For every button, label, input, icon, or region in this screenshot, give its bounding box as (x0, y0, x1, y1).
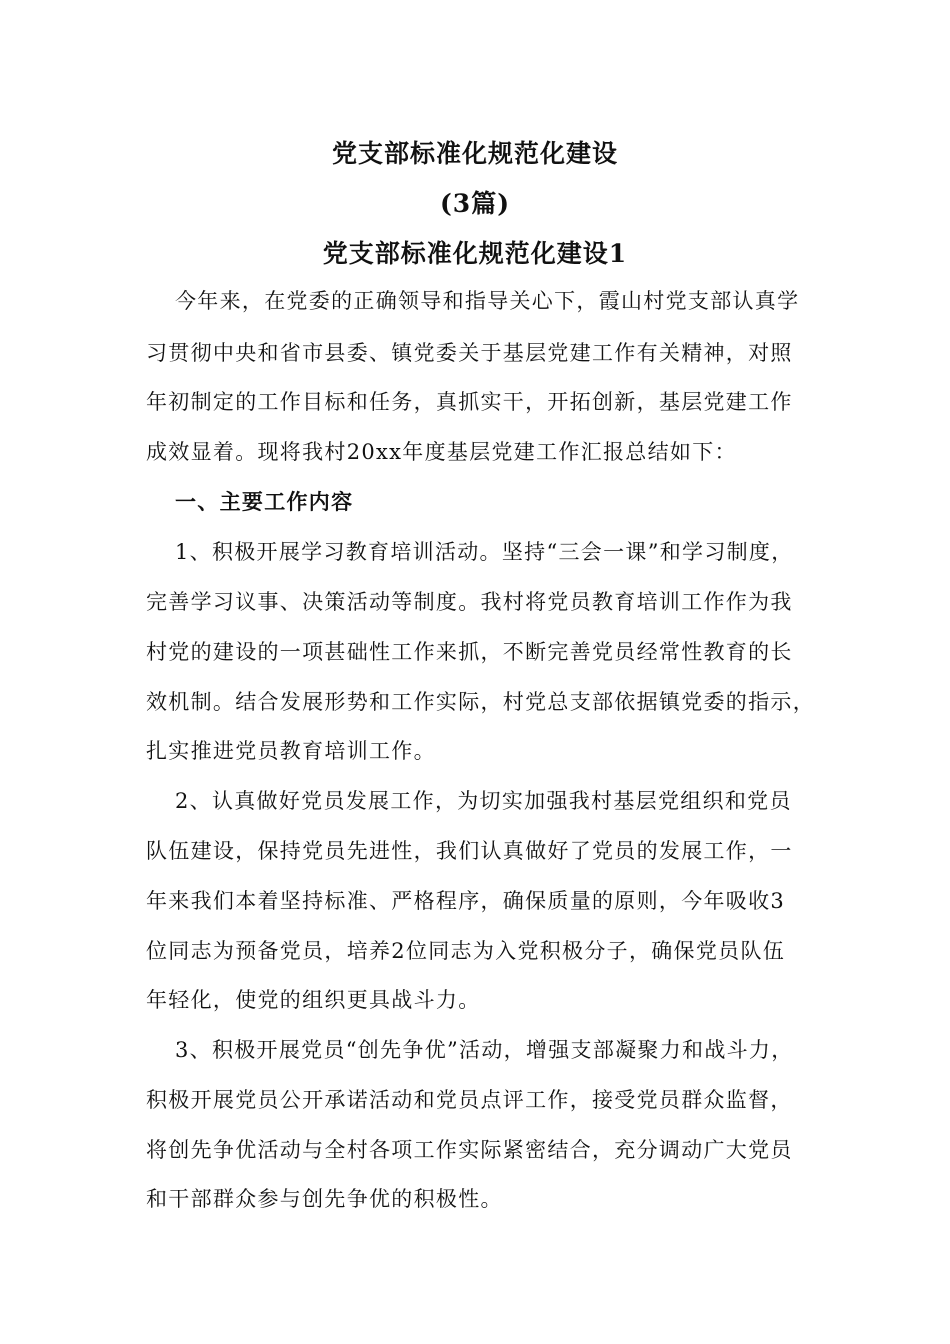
section-title: 党支部标准化规范化建设1 (322, 239, 628, 268)
paragraph-line: 扎实推进党员教育培训工作。 (146, 739, 436, 763)
document-title: 党支部标准化规范化建设 (331, 139, 618, 168)
document-subtitle: (3篇) (439, 189, 511, 218)
paragraph-line: 1、积极开展学习教育培训活动。坚持“三会一课”和学习制度， (175, 540, 794, 564)
paragraph-line: 完善学习议事、决策活动等制度。我村将党员教育培训工作作为我 (146, 590, 793, 614)
section-heading: 一、主要工作内容 (175, 489, 354, 514)
paragraph-line: 年来我们本着坚持标准、严格程序，确保质量的原则，今年吸收3 (146, 889, 786, 913)
paragraph-line: 积极开展党员公开承诺活动和党员点评工作，接受党员群众监督， (146, 1088, 793, 1112)
paragraph-line: 位同志为预备党员，培养2位同志为入党积极分子，确保党员队伍 (146, 939, 786, 963)
paragraph-line: 年初制定的工作目标和任务，真抓实干，开拓创新，基层党建工作 (146, 390, 793, 414)
paragraph-line: 队伍建设，保持党员先进性，我们认真做好了党员的发展工作，一 (146, 839, 793, 863)
paragraph-line: 年轻化，使党的组织更具战斗力。 (146, 988, 481, 1012)
paragraph-line: 3、积极开展党员“创先争优”活动，增强支部凝聚力和战斗力， (175, 1038, 794, 1062)
paragraph-line: 村党的建设的一项甚础性工作来抓，不断完善党员经常性教育的长 (146, 640, 793, 664)
paragraph-line: 习贯彻中央和省市县委、镇党委关于基层党建工作有关精神，对照 (146, 341, 793, 365)
paragraph-line: 成效显着。现将我村20xx年度基层党建工作汇报总结如下： (146, 440, 737, 464)
paragraph-line: 今年来，在党委的正确领导和指导关心下，霞山村党支部认真学 (175, 289, 800, 313)
paragraph-line: 效机制。结合发展形势和工作实际，村党总支部依据镇党委的指示， (146, 690, 815, 714)
paragraph-line: 将创先争优活动与全村各项工作实际紧密结合，充分调动广大党员 (146, 1138, 793, 1162)
paragraph-line: 和干部群众参与创先争优的积极性。 (146, 1187, 503, 1211)
paragraph-line: 2、认真做好党员发展工作，为切实加强我村基层党组织和党员 (175, 789, 792, 813)
